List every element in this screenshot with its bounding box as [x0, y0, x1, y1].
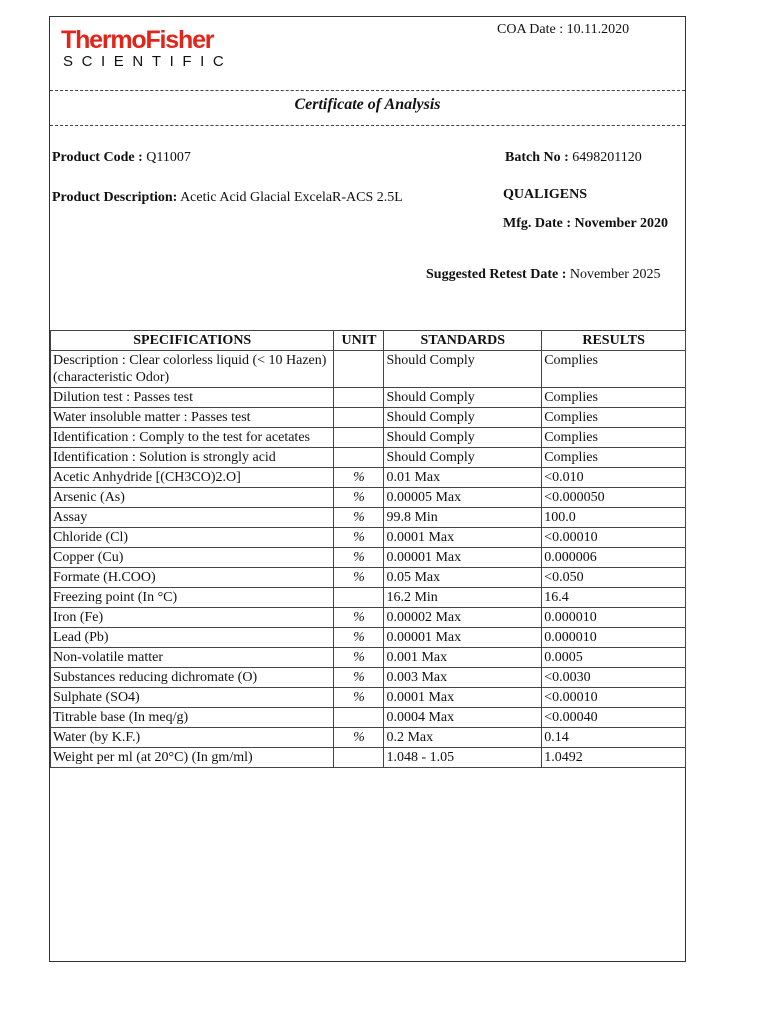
cell-unit: % — [334, 548, 384, 568]
cell-result: Complies — [542, 428, 686, 448]
cell-specification: Arsenic (As) — [51, 488, 334, 508]
cell-standard: 0.00001 Max — [384, 628, 542, 648]
document-title: Certificate of Analysis — [294, 96, 441, 113]
company-logo — [61, 26, 232, 70]
table-row — [51, 508, 686, 528]
mfg-date: Mfg. Date : November 2020 — [503, 216, 668, 231]
cell-result: <0.010 — [542, 468, 686, 488]
cell-unit — [334, 448, 384, 468]
cell-unit — [334, 588, 384, 608]
table-row — [51, 468, 686, 488]
table-row — [51, 608, 686, 628]
header-specifications: SPECIFICATIONS — [51, 331, 334, 351]
cell-standard: Should Comply — [384, 408, 542, 428]
cell-unit: % — [334, 608, 384, 628]
dashed-divider-top — [50, 90, 685, 91]
table-row — [51, 708, 686, 728]
cell-standard: Should Comply — [384, 448, 542, 468]
cell-unit — [334, 748, 384, 768]
cell-unit: % — [334, 508, 384, 528]
header-unit: UNIT — [334, 331, 384, 351]
cell-unit — [334, 708, 384, 728]
cell-standard: 0.00005 Max — [384, 488, 542, 508]
cell-specification: Acetic Anhydride [(CH3CO)2.O] — [51, 468, 334, 488]
batch-number — [505, 150, 642, 166]
cell-result: 100.0 — [542, 508, 686, 528]
cell-unit: % — [334, 648, 384, 668]
cell-standard: 0.05 Max — [384, 568, 542, 588]
cell-specification: Substances reducing dichromate (O) — [51, 668, 334, 688]
cell-result: <0.00010 — [542, 688, 686, 708]
retest-date-value: November 2025 — [566, 267, 661, 282]
cell-standard: 0.003 Max — [384, 668, 542, 688]
cell-result: 16.4 — [542, 588, 686, 608]
cell-unit — [334, 351, 384, 388]
cell-result: <0.00010 — [542, 528, 686, 548]
brand-name: QUALIGENS — [503, 187, 588, 202]
cell-specification: Weight per ml (at 20°C) (In gm/ml) — [51, 748, 334, 768]
cell-unit — [334, 388, 384, 408]
cell-standard: 0.0001 Max — [384, 528, 542, 548]
table-row — [51, 448, 686, 468]
cell-specification: Water (by K.F.) — [51, 728, 334, 748]
cell-result: <0.00040 — [542, 708, 686, 728]
batch-number-value: 6498201120 — [568, 150, 642, 165]
cell-unit: % — [334, 728, 384, 748]
table-row — [51, 488, 686, 508]
table-row — [51, 688, 686, 708]
cell-unit: % — [334, 628, 384, 648]
cell-standard: 1.048 - 1.05 — [384, 748, 542, 768]
retest-date-label: Suggested Retest Date : — [426, 267, 567, 282]
table-row — [51, 528, 686, 548]
batch-number-label: Batch No : — [505, 150, 569, 165]
product-description-value: Acetic Acid Glacial ExcelaR-ACS 2.5L — [177, 190, 403, 205]
cell-specification: Description : Clear colorless liquid (< 10 Hazen) (characteristic Odor) — [51, 351, 334, 388]
cell-standard: 0.00002 Max — [384, 608, 542, 628]
cell-standard: Should Comply — [384, 351, 542, 388]
product-code — [52, 150, 191, 166]
cell-specification: Freezing point (In °C) — [51, 588, 334, 608]
table-row — [51, 568, 686, 588]
cell-unit: % — [334, 688, 384, 708]
cell-specification: Formate (H.COO) — [51, 568, 334, 588]
cell-specification: Chloride (Cl) — [51, 528, 334, 548]
cell-standard: Should Comply — [384, 428, 542, 448]
cell-specification: Water insoluble matter : Passes test — [51, 408, 334, 428]
cell-specification: Copper (Cu) — [51, 548, 334, 568]
retest-date — [426, 267, 660, 283]
cell-standard: Should Comply — [384, 388, 542, 408]
table-row — [51, 668, 686, 688]
table-row — [51, 428, 686, 448]
cell-result: Complies — [542, 351, 686, 388]
cell-result: 0.000010 — [542, 628, 686, 648]
cell-specification: Identification : Solution is strongly acid — [51, 448, 334, 468]
cell-result: 0.14 — [542, 728, 686, 748]
cell-result: 0.000006 — [542, 548, 686, 568]
cell-unit — [334, 408, 384, 428]
cell-result: Complies — [542, 408, 686, 428]
cell-standard: 16.2 Min — [384, 588, 542, 608]
table-row — [51, 351, 686, 388]
dashed-divider-bottom — [50, 125, 685, 126]
cell-unit: % — [334, 468, 384, 488]
cell-specification: Identification : Comply to the test for acetates — [51, 428, 334, 448]
header-results: RESULTS — [542, 331, 686, 351]
header-standards: STANDARDS — [384, 331, 542, 351]
product-description — [52, 190, 403, 206]
cell-standard: 0.2 Max — [384, 728, 542, 748]
cell-result: <0.000050 — [542, 488, 686, 508]
table-row — [51, 648, 686, 668]
table-row — [51, 408, 686, 428]
table-row — [51, 548, 686, 568]
cell-unit — [334, 428, 384, 448]
cell-result: <0.050 — [542, 568, 686, 588]
table-row — [51, 628, 686, 648]
cell-standard: 0.0004 Max — [384, 708, 542, 728]
cell-standard: 0.001 Max — [384, 648, 542, 668]
cell-unit: % — [334, 488, 384, 508]
logo-subtitle: SCIENTIFIC — [63, 53, 233, 70]
table-row — [51, 588, 686, 608]
coa-date: COA Date : 10.11.2020 — [497, 22, 630, 37]
product-code-value: Q11007 — [142, 150, 191, 165]
cell-result: Complies — [542, 388, 686, 408]
cell-unit: % — [334, 568, 384, 588]
table-row — [51, 728, 686, 748]
cell-specification: Non-volatile matter — [51, 648, 334, 668]
product-code-label: Product Code : — [52, 150, 143, 165]
cell-specification: Titrable base (In meq/g) — [51, 708, 334, 728]
cell-unit: % — [334, 528, 384, 548]
cell-unit: % — [334, 668, 384, 688]
product-description-label: Product Description: — [52, 190, 178, 205]
cell-standard: 0.00001 Max — [384, 548, 542, 568]
table-header-row — [51, 331, 686, 351]
cell-specification: Sulphate (SO4) — [51, 688, 334, 708]
cell-standard: 0.01 Max — [384, 468, 542, 488]
cell-standard: 0.0001 Max — [384, 688, 542, 708]
cell-specification: Lead (Pb) — [51, 628, 334, 648]
specifications-table — [50, 330, 686, 768]
cell-specification: Dilution test : Passes test — [51, 388, 334, 408]
table-row — [51, 388, 686, 408]
logo-wordmark: ThermoFisher — [61, 26, 214, 54]
table-row — [51, 748, 686, 768]
cell-result: 0.0005 — [542, 648, 686, 668]
cell-specification: Assay — [51, 508, 334, 528]
cell-result: 0.000010 — [542, 608, 686, 628]
cell-result: <0.0030 — [542, 668, 686, 688]
cell-result: 1.0492 — [542, 748, 686, 768]
cell-result: Complies — [542, 448, 686, 468]
cell-standard: 99.8 Min — [384, 508, 542, 528]
cell-specification: Iron (Fe) — [51, 608, 334, 628]
